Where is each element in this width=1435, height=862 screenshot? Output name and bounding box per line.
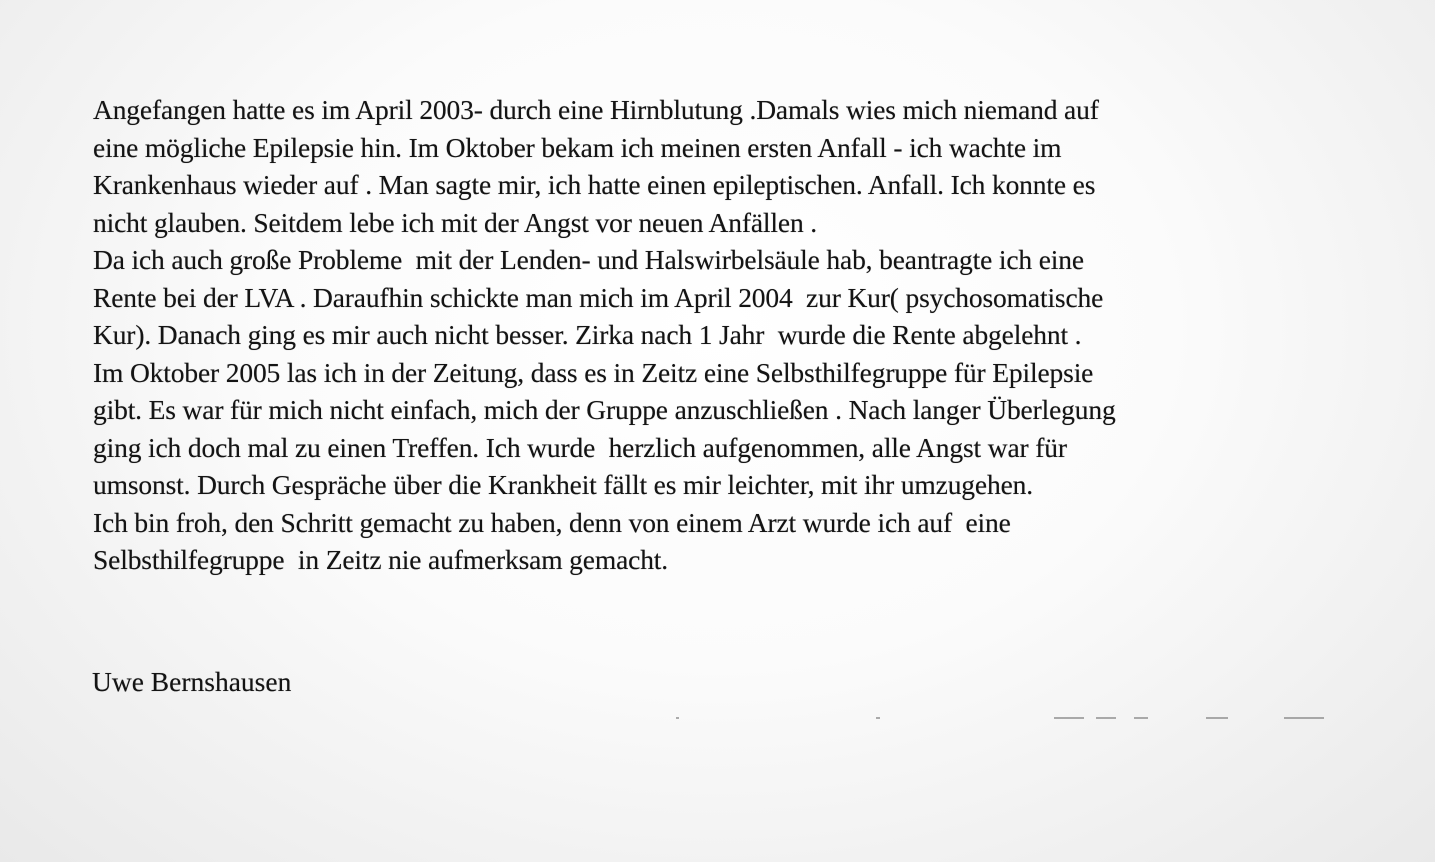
letter-line-13: Selbsthilfegruppe in Zeitz nie aufmerksam gemacht. (93, 544, 669, 575)
scan-speck (876, 717, 880, 719)
letter-line-2: eine mögliche Epilepsie hin. Im Oktober bekam ich meinen ersten Anfall - ich wachte im (93, 131, 1062, 163)
letter-line-5: Da ich auch große Probleme mit der Lenden- und Halswirbelsäule hab, beantragte ich eine (93, 244, 1084, 275)
letter-line-1: Angefangen hatte es im April 2003- durch eine Hirnblutung .Damals wies mich niemand auf (93, 94, 1099, 125)
letter-body (93, 91, 1353, 579)
letter-line-12: Ich bin froh, den Schritt gemacht zu haben, denn von einem Arzt wurde ich auf eine (93, 506, 1011, 538)
letter-line-8: Im Oktober 2005 las ich in der Zeitung, dass es in Zeitz eine Selbsthilfegruppe für Epilepsie (93, 356, 1094, 388)
letter-line-4: nicht glauben. Seitdem lebe ich mit der Angst vor neuen Anfällen . (93, 206, 818, 238)
scan-speck (1096, 717, 1116, 719)
scan-speck (1134, 717, 1148, 719)
letter-line-6: Rente bei der LVA . Daraufhin schickte man mich im April 2004 zur Kur( psychosomatische (93, 281, 1104, 313)
letter-line-3: Krankenhaus wieder auf . Man sagte mir, ich hatte einen epileptischen. Anfall. Ich konnte es (93, 169, 1096, 200)
scan-speck (676, 717, 679, 719)
signature-name: Uwe Bernshausen (92, 666, 292, 697)
letter-line-11: umsonst. Durch Gespräche über die Krankheit fällt es mir leichter, mit ihr umzugehen. (93, 469, 1033, 500)
scan-speck (1054, 717, 1084, 719)
letter-line-7: Kur). Danach ging es mir auch nicht besser. Zirka nach 1 Jahr wurde die Rente abgelehnt . (93, 319, 1082, 350)
scan-speck (1206, 717, 1228, 719)
scan-speck (1284, 717, 1324, 719)
letter-line-10: ging ich doch mal zu einen Treffen. Ich wurde herzlich aufgenommen, alle Angst war für (93, 431, 1067, 463)
scan-artifact-specks (676, 716, 1331, 720)
letter-line-9: gibt. Es war für mich nicht einfach, mich der Gruppe anzuschließen . Nach langer Überlegung (93, 394, 1116, 425)
